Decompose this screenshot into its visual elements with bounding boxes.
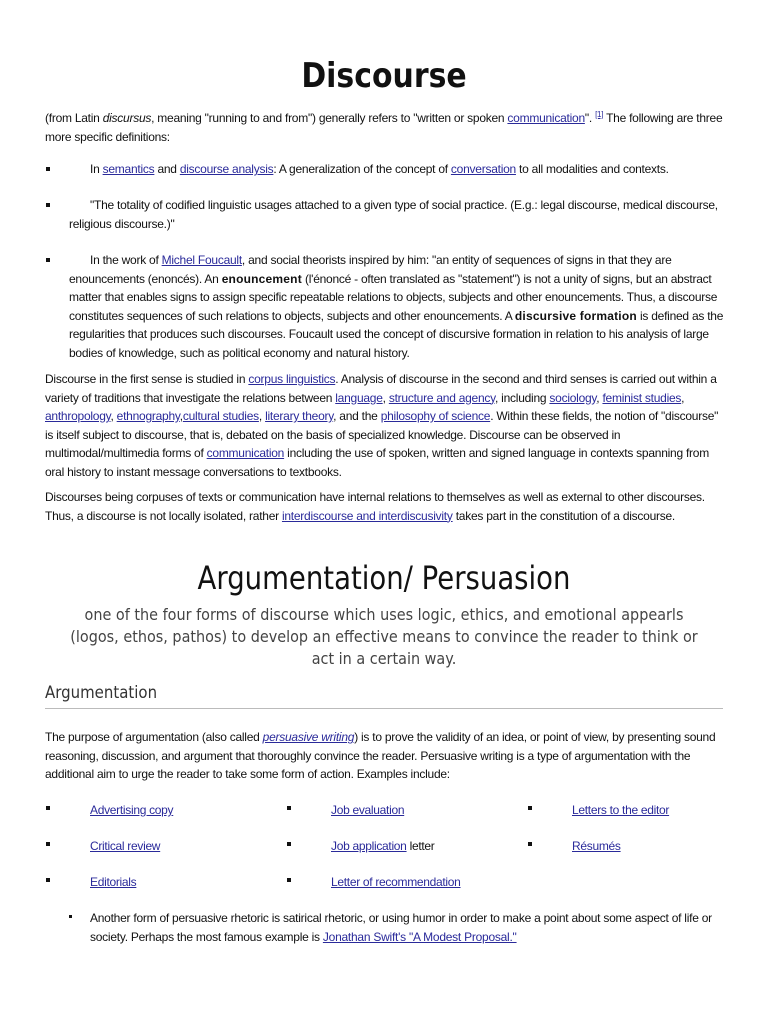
body-text: , <box>681 390 685 405</box>
conversation-link[interactable]: conversation <box>450 162 516 176</box>
body-text: Another form of persuasive rhetoric is satirical rhetoric, or using humor in order to make a point about some aspect of life or society. Perhaps the most famous example is <box>90 911 712 944</box>
philosophy-of-science-link[interactable]: philosophy of science <box>380 409 491 423</box>
body-text: . Within these fields, the notion of "discourse" is itself subject to discourse, that is, debated on the basis of specialized knowledge. Discourse can be observed in multimodal/multimedia forms of <box>45 409 719 460</box>
bullet-icon <box>528 806 532 810</box>
bullet-icon <box>287 842 291 846</box>
bullet-icon <box>287 806 291 810</box>
definition-text: and <box>154 162 180 176</box>
purpose-paragraph <box>45 728 725 784</box>
intro-text: , meaning "running to and from") generally refers to "written or spoken <box>151 111 508 125</box>
resumes-link[interactable]: Résumés <box>572 839 621 853</box>
bullet-icon <box>46 806 50 810</box>
communication-link-2[interactable]: communication <box>206 446 285 460</box>
definition-text: In the work of <box>90 253 162 267</box>
communication-link[interactable]: communication <box>507 111 585 125</box>
critical-review-link[interactable]: Critical review <box>90 839 161 853</box>
body-paragraph <box>45 488 725 525</box>
definition-text: : A generalization of the concept of <box>273 162 451 176</box>
intro-text: ". <box>584 111 596 125</box>
section-title: Argumentation/ Persuasion <box>197 559 571 597</box>
intro-paragraph <box>45 106 725 146</box>
body-text: , including <box>495 390 550 405</box>
bullet-icon <box>46 258 50 262</box>
enouncement-term: enouncement <box>221 271 302 286</box>
modest-proposal-link[interactable]: Jonathan Swift's "A Modest Proposal." <box>322 929 517 944</box>
definition-item: "The totality of codified linguistic usages attached to a given type of social practice. (E.g.: legal discourse, medical discourse, religious discourse.)" <box>69 198 718 231</box>
editorials-link[interactable]: Editorials <box>90 875 137 889</box>
body-text: , <box>179 409 183 423</box>
definition-text: , and social theorists inspired by him: "an entity of sequences of signs in that they are enouncements (enoncés). An <box>69 253 672 286</box>
definition-text: to all modalities and contexts. <box>515 162 669 176</box>
bullet-icon <box>69 915 72 918</box>
body-text: takes part in the constitution of a discourse. <box>452 508 676 523</box>
bullet-icon <box>46 203 50 207</box>
literary-theory-link[interactable]: literary theory <box>265 409 334 423</box>
job-application-link[interactable]: Job application <box>331 839 407 853</box>
argumentation-heading: Argumentation <box>45 683 158 703</box>
satire-paragraph <box>90 909 730 946</box>
body-text: ) is to prove the validity of an idea, or point of view, by presenting sound reasoning, discussion, and argument that thoroughly convince the reader. Persuasive writing is a type of argumentation with the additional aim to urge the reader to take some form of action. Examples include: <box>45 730 716 781</box>
language-link[interactable]: language <box>335 390 383 405</box>
michel-foucault-link[interactable]: Michel Foucault <box>161 253 242 267</box>
discourse-analysis-link[interactable]: discourse analysis <box>179 162 274 176</box>
body-paragraph <box>45 370 725 481</box>
body-text: The purpose of argumentation (also called <box>45 730 263 744</box>
bullet-icon <box>46 878 50 882</box>
body-text: , <box>382 390 389 405</box>
anthropology-link[interactable]: anthropology <box>45 409 111 423</box>
semantics-link[interactable]: semantics <box>102 162 155 176</box>
bullet-icon <box>46 167 50 171</box>
interdiscourse-link[interactable]: interdiscourse and interdiscusivity <box>281 508 453 523</box>
cultural-studies-link[interactable]: cultural studies <box>182 409 259 423</box>
discursive-formation-term: discursive formation <box>514 308 637 323</box>
job-evaluation-link[interactable]: Job evaluation <box>331 803 405 817</box>
reference-link[interactable]: [1] <box>595 110 604 119</box>
letters-to-editor-link[interactable]: Letters to the editor <box>572 803 670 817</box>
letter-of-recommendation-link[interactable]: Letter of recommendation <box>331 875 461 889</box>
intro-text: (from Latin <box>45 111 103 125</box>
letter-text: letter <box>406 839 435 853</box>
advertising-copy-link[interactable]: Advertising copy <box>90 803 174 817</box>
definition-text: (l'énoncé - often translated as "statement") is not a unity of signs, but an abstract matter that enables signs to assign specific repeatable relations to objects, subjects and other enouncements. Thus, a discourse constitutes sequences of such relations to objects, subjects and other enouncements. A <box>69 271 718 323</box>
feminist-studies-link[interactable]: feminist studies <box>602 390 682 405</box>
corpus-linguistics-link[interactable]: corpus linguistics <box>248 372 336 386</box>
bullet-icon <box>528 842 532 846</box>
section-subtitle: one of the four forms of discourse which uses logic, ethics, and emotional appearls (logos, ethos, pathos) to develop an effective means to convince the reader to think or act in a certain way. <box>70 605 698 668</box>
definition-text: In <box>90 162 103 176</box>
body-text: , <box>110 409 117 423</box>
page-title: Discourse <box>301 56 467 96</box>
bullet-icon <box>46 842 50 846</box>
body-text: Discourse in the first sense is studied in <box>45 372 249 386</box>
definition-item <box>69 160 725 179</box>
definition-text: is defined as the regularities that produces such discourses. Foucault used the concept of discursive formation in relation to his analysis of large bodies of knowledge, such as political economy and natural history. <box>69 308 724 360</box>
body-text: , <box>258 409 266 423</box>
body-text: , <box>596 390 603 405</box>
latin-term: discursus <box>102 111 152 125</box>
bullet-icon <box>287 878 291 882</box>
body-text: . Analysis of discourse in the second and third senses is carried out within a variety of traditions that investigate the relations between <box>45 372 717 405</box>
body-text: Discourses being corpuses of texts or communication have internal relations to themselves as well as external to other discourses. Thus, a discourse is not locally isolated, rather <box>45 490 705 523</box>
body-text: including the use of spoken, written and signed language in contexts spanning from oral history to instant message conversations to textbooks. <box>45 446 709 479</box>
sociology-link[interactable]: sociology <box>549 390 597 405</box>
persuasive-writing-link[interactable]: persuasive writing <box>262 730 355 744</box>
intro-text: The following are three more specific definitions: <box>45 111 723 144</box>
heading-divider <box>45 708 723 709</box>
job-application-item <box>331 838 434 854</box>
ethnography-link[interactable]: ethnography <box>116 409 180 423</box>
structure-and-agency-link[interactable]: structure and agency <box>388 390 496 405</box>
body-text: , and the <box>333 409 381 423</box>
definition-item <box>69 251 725 362</box>
